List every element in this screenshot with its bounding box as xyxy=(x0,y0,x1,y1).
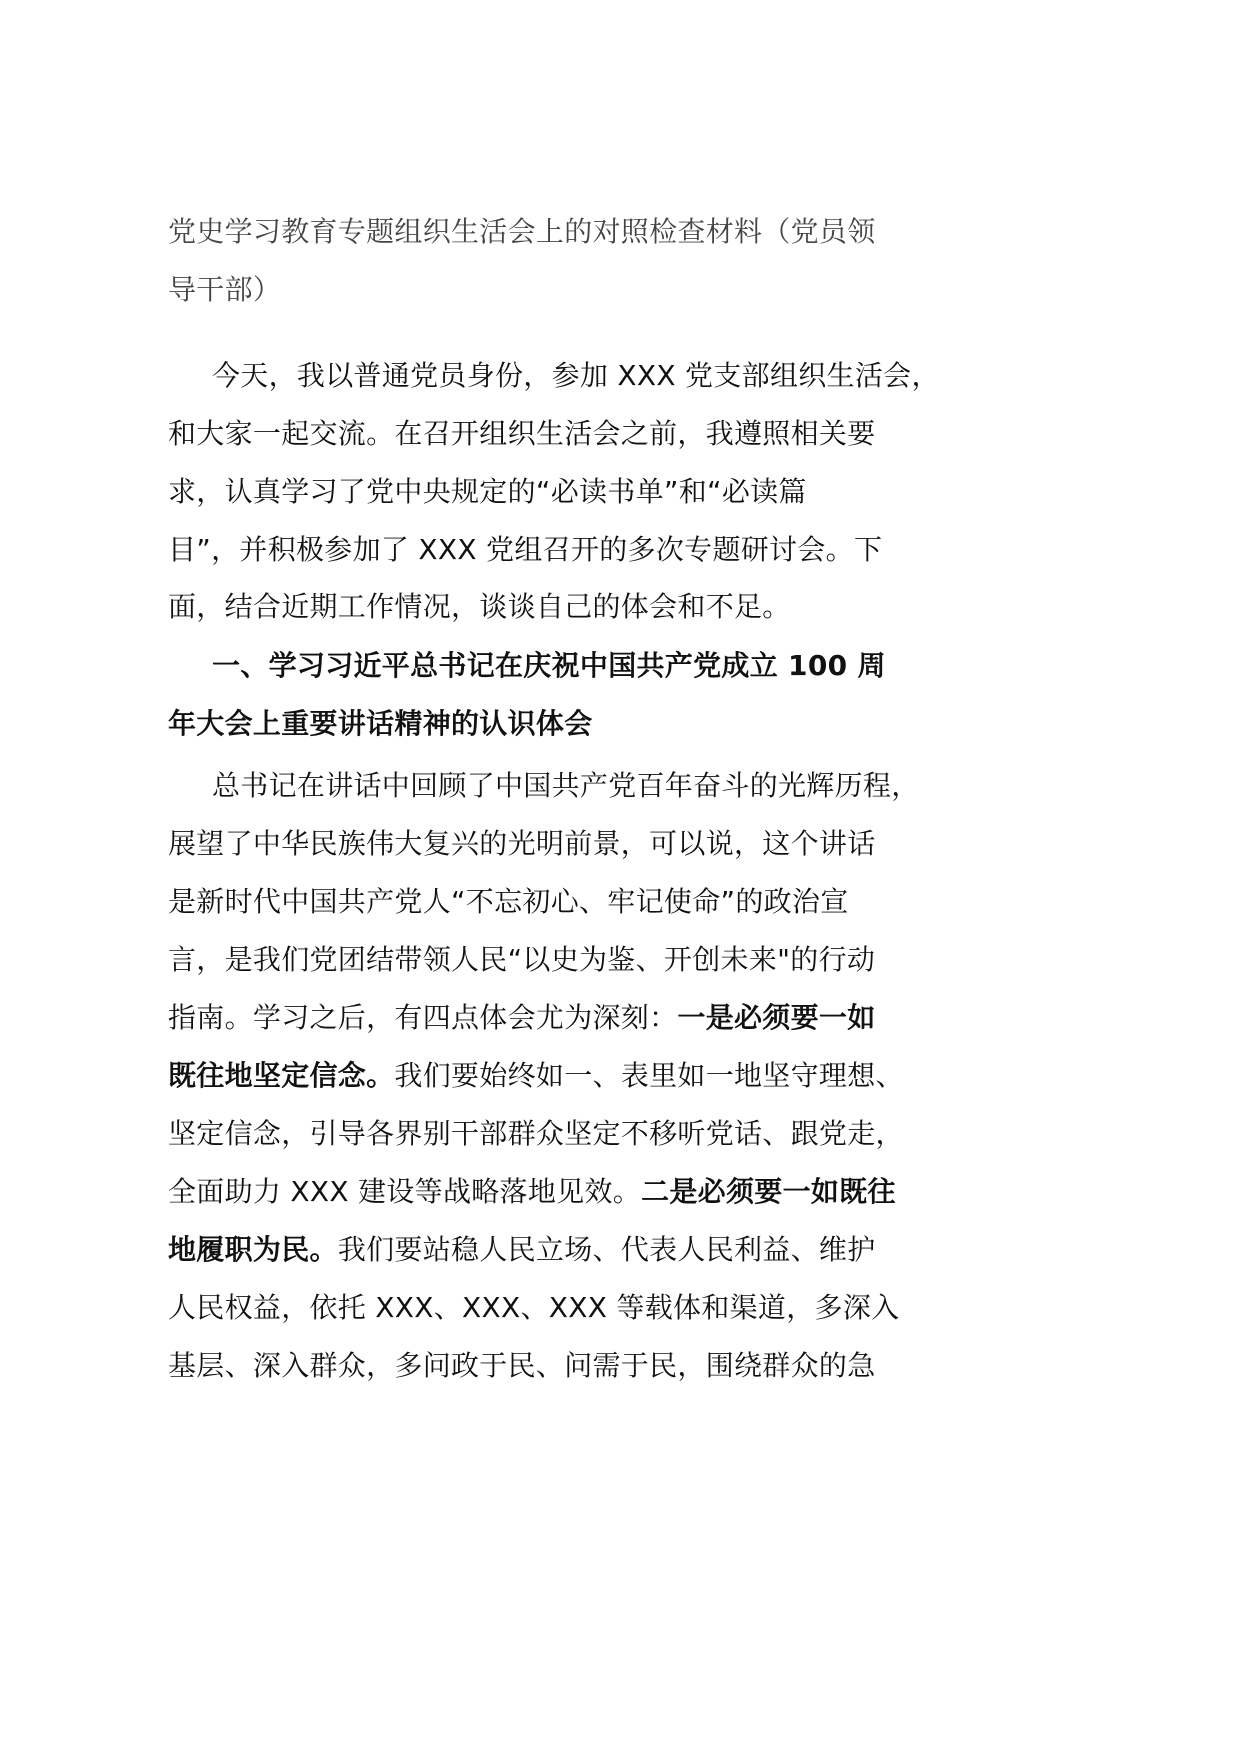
heading-line: 一、学习习近平总书记在庆祝中国共产党成立 100 周 xyxy=(212,649,886,682)
text-line xyxy=(168,1056,904,1096)
text-line xyxy=(168,1172,896,1212)
text-line: 目”，并积极参加了 XXX 党组召开的多次专题研讨会。下 xyxy=(168,533,883,566)
bold-run: 既往地坚定信念。 xyxy=(168,1059,395,1092)
text-line: 展望了中华民族伟大复兴的光明前景，可以说，这个讲话 xyxy=(168,827,876,860)
text-line: 总书记在讲话中回顾了中国共产党百年奋斗的光辉历程， xyxy=(212,769,920,802)
text-line: 求，认真学习了党中央规定的“必读书单”和“必读篇 xyxy=(168,475,807,508)
text-line xyxy=(168,998,876,1038)
heading-line: 年大会上重要讲话精神的认识体会 xyxy=(168,707,593,740)
text-run: 我们要始终如一、表里如一地坚守理想、 xyxy=(394,1059,904,1092)
text-line: 面，结合近期工作情况，谈谈自己的体会和不足。 xyxy=(168,590,791,623)
text-line: 是新时代中国共产党人“不忘初心、牢记使命”的政治宣 xyxy=(168,885,849,918)
bold-run: 二是必须要一如既往 xyxy=(641,1175,896,1208)
text-line: 基层、深入群众，多问政于民、问需于民，围绕群众的急 xyxy=(168,1349,876,1382)
text-line: 坚定信念，引导各界别干部群众坚定不移听党话、跟党走， xyxy=(168,1117,904,1150)
text-run: 指南。学习之后，有四点体会尤为深刻： xyxy=(168,1001,678,1034)
text-line: 人民权益，依托 XXX、XXX、XXX 等载体和渠道，多深入 xyxy=(168,1291,900,1324)
text-line: 和大家一起交流。在召开组织生活会之前，我遵照相关要 xyxy=(168,417,876,450)
text-run: 全面助力 XXX 建设等战略落地见效。 xyxy=(168,1175,642,1208)
bold-run: 一是必须要一如 xyxy=(677,1001,876,1034)
text-line: 言，是我们党团结带领人民“以史为鉴、开创未来"的行动 xyxy=(168,943,876,976)
title-line: 导干部） xyxy=(168,273,282,306)
bold-run: 地履职为民。 xyxy=(168,1233,338,1266)
text-line xyxy=(168,1230,876,1270)
text-run: 我们要站稳人民立场、代表人民利益、维护 xyxy=(337,1233,876,1266)
title-line: 党史学习教育专题组织生活会上的对照检查材料（党员领 xyxy=(168,215,876,248)
text-line: 今天，我以普通党员身份，参加 XXX 党支部组织生活会， xyxy=(212,359,940,392)
